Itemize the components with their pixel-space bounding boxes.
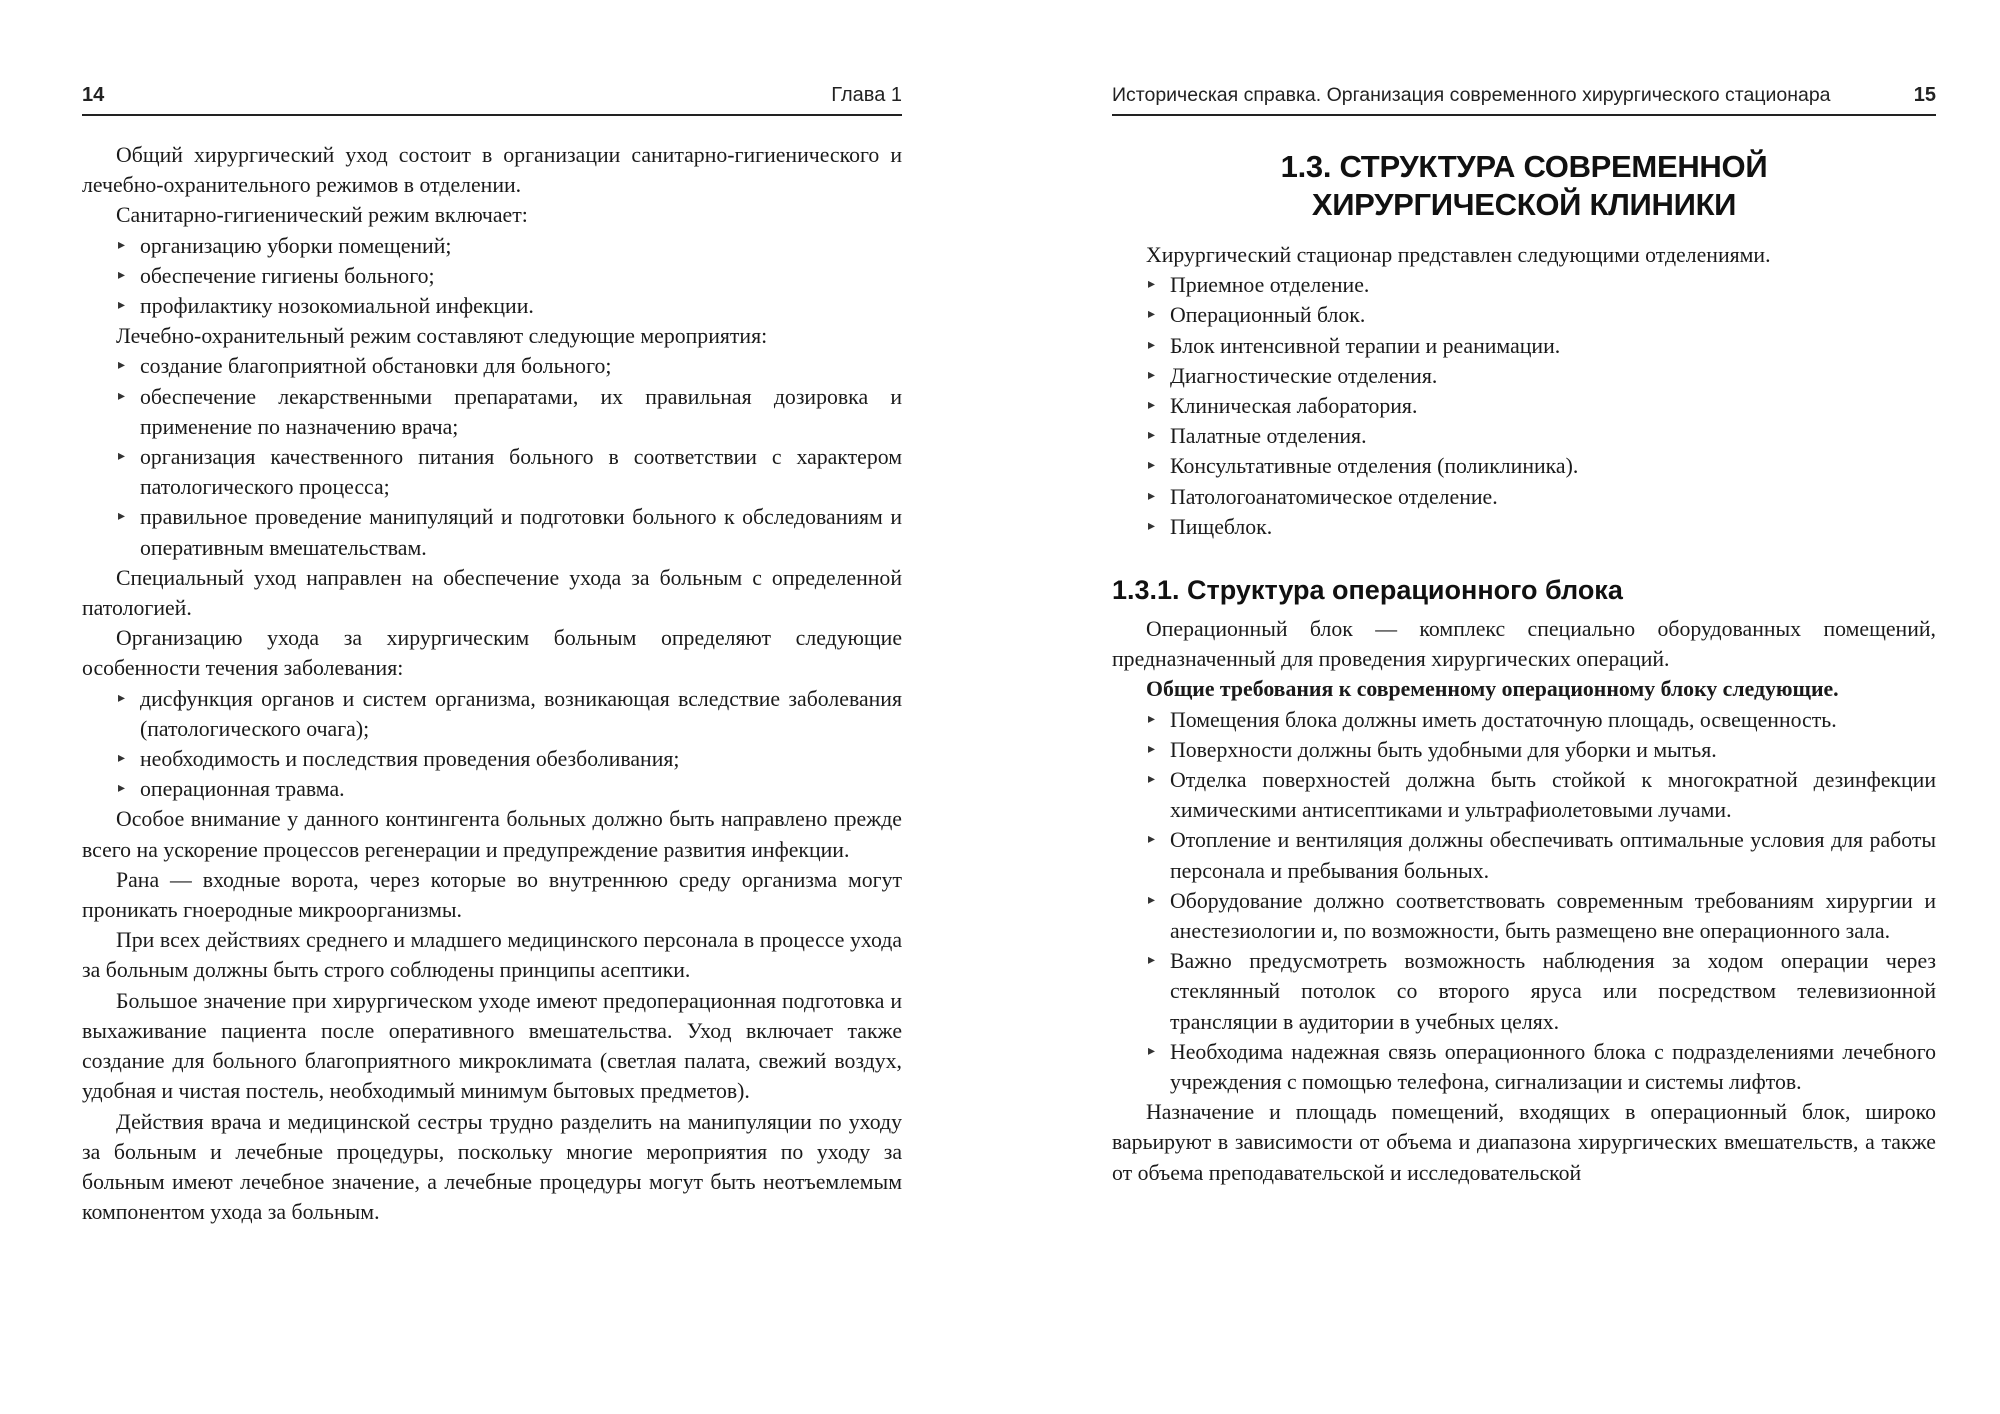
triangle-bullet-icon: ▸ — [1148, 711, 1156, 727]
list-item: ▸ Помещения блока должны иметь достаточную площадь, освещенность. — [1146, 705, 1936, 735]
triangle-bullet-icon: ▸ — [1148, 772, 1156, 788]
list-item: ▸ Патологоанатомическое отделение. — [1146, 482, 1936, 512]
triangle-bullet-icon: ▸ — [118, 388, 126, 404]
left-running-head — [82, 84, 902, 116]
bullet-list — [1112, 270, 1936, 542]
triangle-bullet-icon: ▸ — [1148, 832, 1156, 848]
bullet-list — [82, 231, 902, 322]
list-item: ▸ дисфункция органов и систем организма, возникающая вследствие заболевания (патологического очага); — [116, 684, 902, 744]
list-item: ▸ создание благоприятной обстановки для больного; — [116, 351, 902, 381]
paragraph: Назначение и площадь помещений, входящих в операционный блок, широко варьируют в зависимости от объема и диапазона хирургических вмешательств, а также от объема преподавательской и исследовательской — [1112, 1100, 1936, 1185]
paragraph: Санитарно-гигиенический режим включает: — [116, 203, 528, 228]
paragraph: Хирургический стационар представлен следующими отделениями. — [1146, 243, 1771, 267]
list-item: ▸ Палатные отделения. — [1146, 421, 1936, 451]
list-item: ▸ Консультативные отделения (поликлиника). — [1146, 451, 1936, 481]
page-number: 15 — [1913, 84, 1936, 106]
triangle-bullet-icon: ▸ — [118, 449, 126, 465]
triangle-bullet-icon: ▸ — [118, 509, 126, 525]
triangle-bullet-icon: ▸ — [1148, 367, 1156, 383]
right-page — [1112, 0, 1936, 1414]
paragraph: Особое внимание у данного контингента больных должно быть направлено прежде всего на ускорение процессов регенерации и предупреждение развития инфекции. — [82, 807, 902, 862]
triangle-bullet-icon: ▸ — [118, 690, 126, 706]
triangle-bullet-icon: ▸ — [1148, 518, 1156, 534]
paragraph: Большое значение при хирургическом уходе имеют предоперационная подготовка и выхаживание пациента после оперативного вмешательства. Уход включает также создание для больного благоприятного микроклимата (светлая палата, свежий воздух, удобная и чистая постель, необходимый минимум бытовых предметов). — [82, 988, 902, 1104]
triangle-bullet-icon: ▸ — [118, 237, 126, 253]
bullet-list — [1112, 705, 1936, 1098]
list-item: ▸ обеспечение лекарственными препаратами, их правильная дозировка и применение по назначению врача; — [116, 382, 902, 442]
triangle-bullet-icon: ▸ — [1148, 428, 1156, 444]
list-item: ▸ Важно предусмотреть возможность наблюдения за ходом операции через стеклянный потолок со второго яруса или посредством телевизионной трансляции в аудитории в учебных целях. — [1146, 946, 1936, 1037]
section-heading-line: ХИРУРГИЧЕСКОЙ КЛИНИКИ — [1311, 187, 1737, 222]
left-body-text — [82, 140, 902, 1227]
list-item: ▸ Диагностические отделения. — [1146, 361, 1936, 391]
paragraph: Рана — входные ворота, через которые во внутреннюю среду организма могут проникать гноеродные микроорганизмы. — [82, 867, 902, 923]
section-heading — [1112, 148, 1936, 224]
chapter-header: Глава 1 — [831, 84, 902, 106]
triangle-bullet-icon: ▸ — [118, 358, 126, 374]
list-item: ▸ необходимость и последствия проведения обезболивания; — [116, 744, 902, 774]
bullet-list — [82, 351, 902, 562]
triangle-bullet-icon: ▸ — [1148, 458, 1156, 474]
page-number: 14 — [82, 84, 105, 106]
list-item: ▸ Отопление и вентиляция должны обеспечивать оптимальные условия для работы персонала и пребывания больных. — [1146, 825, 1936, 885]
triangle-bullet-icon: ▸ — [118, 298, 126, 314]
triangle-bullet-icon: ▸ — [118, 267, 126, 283]
list-item: ▸ Отделка поверхностей должна быть стойкой к многократной дезинфекции химическими антисептиками и ультрафиолетовыми лучами. — [1146, 765, 1936, 825]
paragraph: Операционный блок — комплекс специально оборудованных помещений, предназначенный для проведения хирургических операций. — [1112, 617, 1936, 672]
list-item: ▸ Операционный блок. — [1146, 300, 1936, 330]
list-item: ▸ организацию уборки помещений; — [116, 231, 902, 261]
list-item: ▸ профилактику нозокомиальной инфекции. — [116, 291, 902, 321]
paragraph: Общий хирургический уход состоит в организации санитарно-гигиенического и лечебно-охранительного режимов в отделении. — [82, 143, 902, 198]
paragraph: При всех действиях среднего и младшего медицинского персонала в процессе ухода за больным должны быть строго соблюдены принципы асептики. — [82, 928, 902, 983]
chapter-header: Историческая справка. Организация современного хирургического стационара — [1112, 84, 1831, 106]
list-item: ▸ Клиническая лаборатория. — [1146, 391, 1936, 421]
subsection-heading: 1.3.1. Структура операционного блока — [1112, 575, 1623, 606]
right-body-text — [1112, 140, 1936, 1188]
paragraph: Организацию ухода за хирургическим больным определяют следующие особенности течения заболевания: — [82, 626, 902, 681]
triangle-bullet-icon: ▸ — [1148, 307, 1156, 323]
list-item: ▸ Блок интенсивной терапии и реанимации. — [1146, 331, 1936, 361]
triangle-bullet-icon: ▸ — [1148, 398, 1156, 414]
triangle-bullet-icon: ▸ — [1148, 953, 1156, 969]
paragraph: Действия врача и медицинской сестры трудно разделить на манипуляции по уходу за больным и лечебные процедуры, поскольку многие мероприятия по уходу за больным имеют лечебное значение, а лечебные процедуры могут быть неотъемлемым компонентом ухода за больным. — [82, 1109, 902, 1225]
list-item: ▸ Необходима надежная связь операционного блока с подразделениями лечебного учреждения с помощью телефона, сигнализации и системы лифтов. — [1146, 1037, 1936, 1097]
list-item: ▸ обеспечение гигиены больного; — [116, 261, 902, 291]
list-item: ▸ организация качественного питания больного в соответствии с характером патологического процесса; — [116, 442, 902, 502]
triangle-bullet-icon: ▸ — [1148, 741, 1156, 757]
triangle-bullet-icon: ▸ — [1148, 892, 1156, 908]
left-page — [82, 0, 902, 1414]
section-heading-line: 1.3. СТРУКТУРА СОВРЕМЕННОЙ — [1280, 149, 1768, 184]
list-item: ▸ Пищеблок. — [1146, 512, 1936, 542]
list-item: ▸ Оборудование должно соответствовать современным требованиям хирургии и анестезиологии и, по возможности, быть размещено вне операционного зала. — [1146, 886, 1936, 946]
triangle-bullet-icon: ▸ — [1148, 277, 1156, 293]
list-item: ▸ операционная травма. — [116, 774, 902, 804]
triangle-bullet-icon: ▸ — [1148, 337, 1156, 353]
paragraph: Лечебно-охранительный режим составляют следующие мероприятия: — [116, 324, 768, 349]
triangle-bullet-icon: ▸ — [1148, 1043, 1156, 1059]
triangle-bullet-icon: ▸ — [118, 781, 126, 797]
right-running-head — [1112, 84, 1936, 116]
bullet-list — [82, 684, 902, 805]
bold-lead-paragraph: Общие требования к современному операционному блоку следующие. — [1146, 677, 1839, 702]
list-item: ▸ правильное проведение манипуляций и подготовки больного к обследованиям и оперативным вмешательствам. — [116, 502, 902, 562]
list-item: ▸ Приемное отделение. — [1146, 270, 1936, 300]
triangle-bullet-icon: ▸ — [1148, 488, 1156, 504]
triangle-bullet-icon: ▸ — [118, 751, 126, 767]
list-item: ▸ Поверхности должны быть удобными для уборки и мытья. — [1146, 735, 1936, 765]
paragraph: Специальный уход направлен на обеспечение ухода за больным с определенной патологией. — [82, 565, 902, 621]
